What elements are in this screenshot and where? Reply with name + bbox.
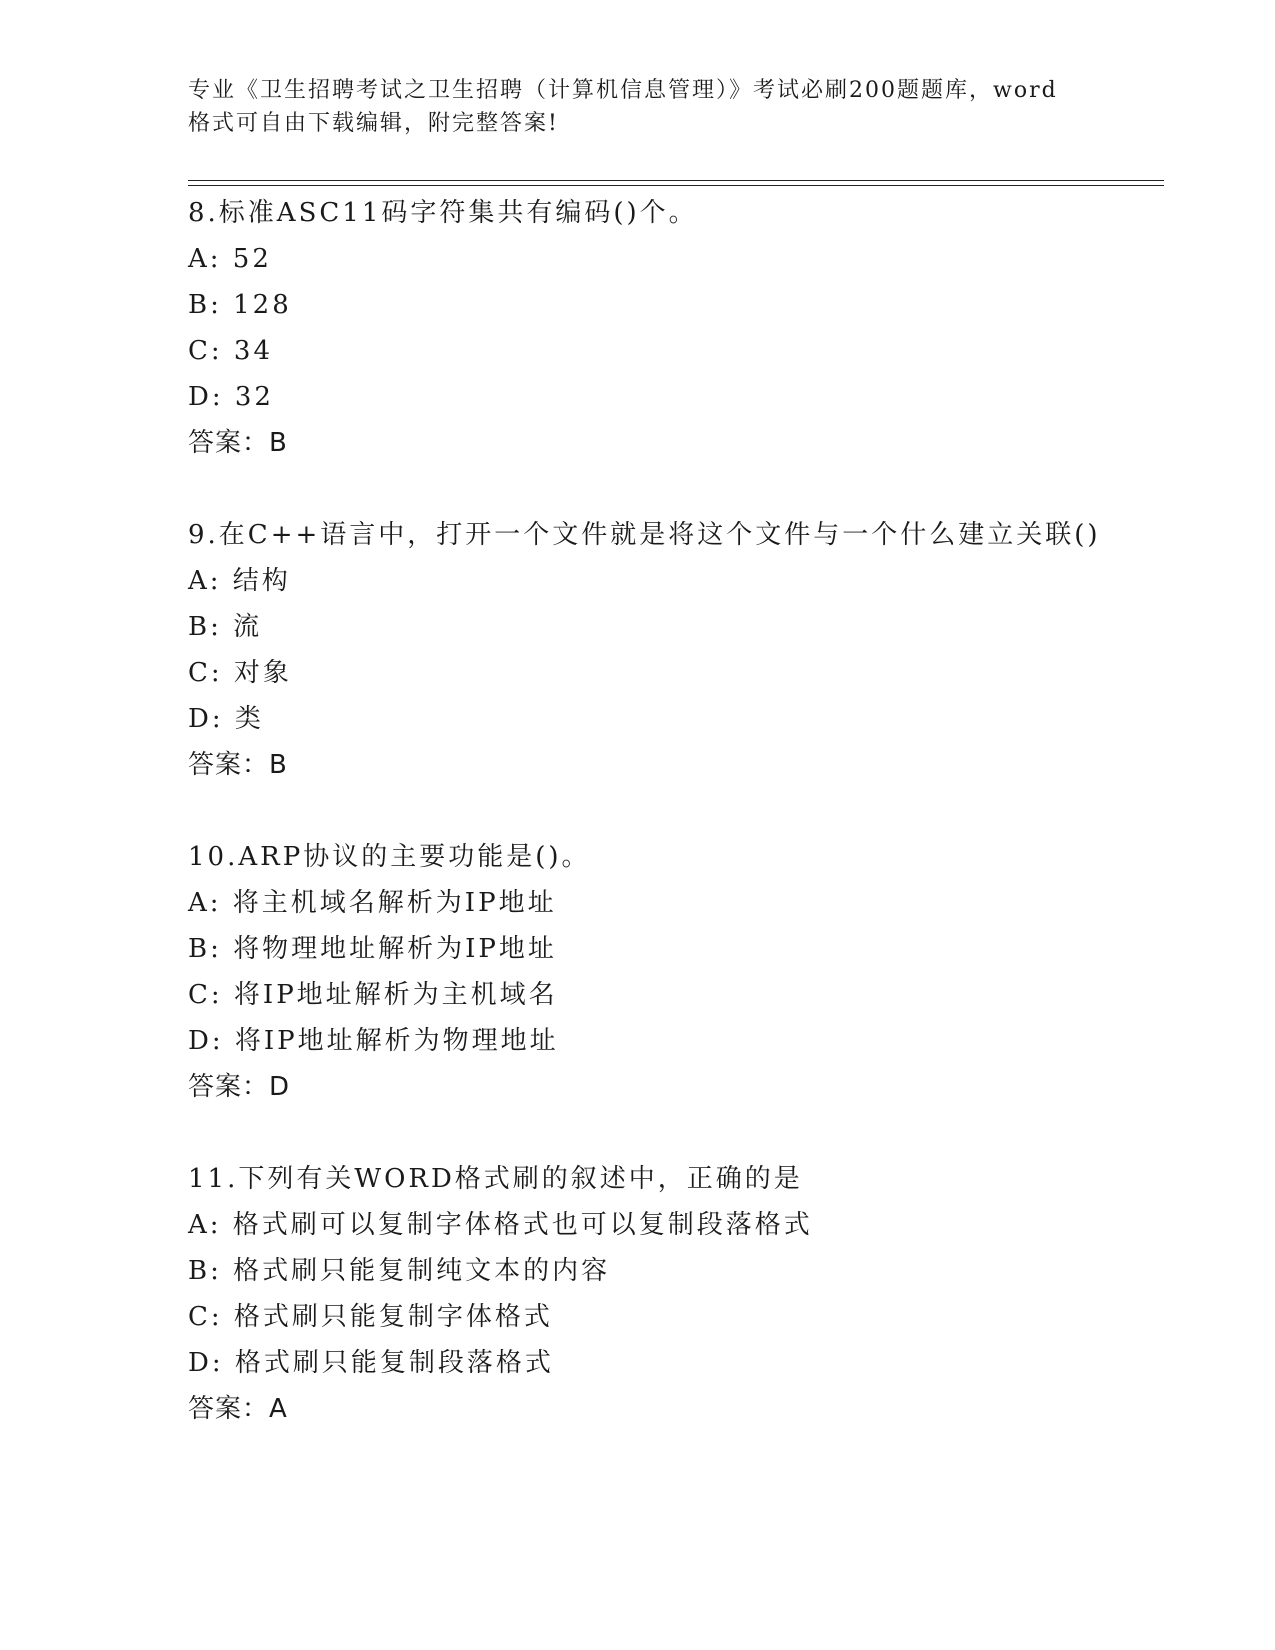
- document-header: [188, 74, 1088, 140]
- option-d: D: 将IP地址解析为物理地址: [188, 1026, 559, 1056]
- option-b: B: 128: [188, 290, 292, 320]
- option-a: A: 52: [188, 244, 272, 274]
- answer-line: 答案：B: [188, 428, 288, 458]
- option-c: C: 将IP地址解析为主机域名: [188, 980, 558, 1010]
- header-divider-bottom: [188, 185, 1164, 186]
- question-8: [188, 190, 1168, 466]
- header-line-1: 专业《卫生招聘考试之卫生招聘（计算机信息管理）》考试必刷200题题库，word: [188, 78, 1058, 103]
- option-a: A: 结构: [188, 566, 291, 596]
- question-stem: 11.下列有关WORD格式刷的叙述中，正确的是: [188, 1164, 803, 1194]
- question-stem: 9.在C++语言中，打开一个文件就是将这个文件与一个什么建立关联(): [188, 520, 1101, 550]
- question-stem: 8.标准ASC11码字符集共有编码()个。: [188, 198, 698, 228]
- question-11: [188, 1156, 1168, 1432]
- option-c: C: 格式刷只能复制字体格式: [188, 1302, 553, 1332]
- option-c: C: 34: [188, 336, 274, 366]
- option-c: C: 对象: [188, 658, 292, 688]
- option-a: A: 格式刷可以复制字体格式也可以复制段落格式: [188, 1210, 813, 1240]
- question-10: [188, 834, 1168, 1110]
- answer-line: 答案：B: [188, 750, 288, 780]
- option-b: B: 流: [188, 612, 263, 642]
- option-b: B: 将物理地址解析为IP地址: [188, 934, 557, 964]
- option-d: D: 类: [188, 704, 264, 734]
- answer-line: 答案：D: [188, 1072, 291, 1102]
- answer-line: 答案：A: [188, 1394, 288, 1424]
- option-a: A: 将主机域名解析为IP地址: [188, 888, 557, 918]
- option-b: B: 格式刷只能复制纯文本的内容: [188, 1256, 611, 1286]
- question-stem: 10.ARP协议的主要功能是()。: [188, 842, 591, 872]
- option-d: D: 32: [188, 382, 274, 412]
- question-list: [188, 190, 1168, 1478]
- header-line-2: 格式可自由下载编辑，附完整答案!: [188, 111, 559, 136]
- question-9: [188, 512, 1168, 788]
- option-d: D: 格式刷只能复制段落格式: [188, 1348, 554, 1378]
- header-divider-top: [188, 180, 1164, 181]
